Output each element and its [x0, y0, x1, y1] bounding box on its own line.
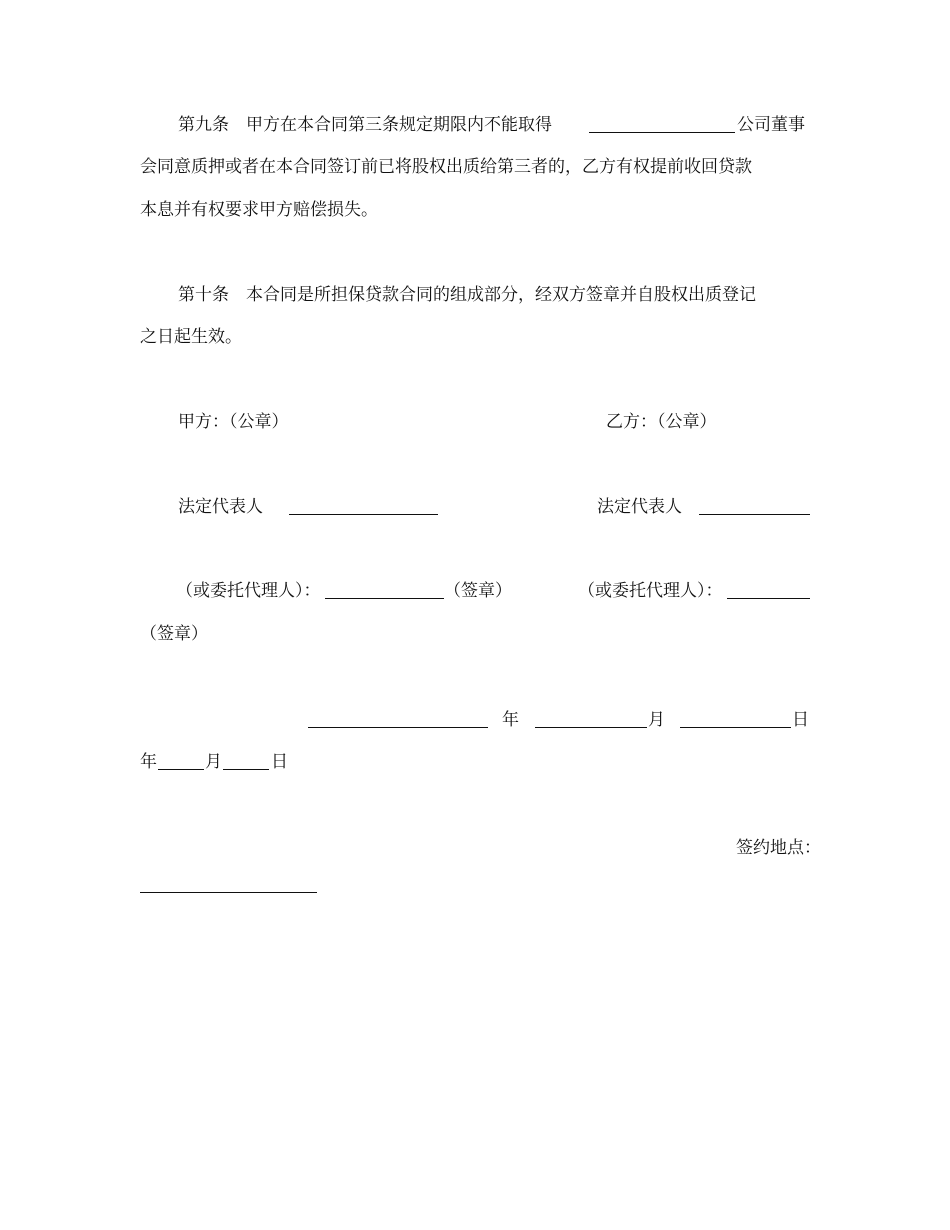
party-a-sign-label: （签章）: [444, 581, 512, 601]
party-a-legal-rep-blank[interactable]: [289, 514, 438, 515]
article9-line3: 本息并有权要求甲方赔偿损失。: [140, 200, 378, 220]
date-b-year-label: 年: [502, 710, 519, 730]
signing-place-label: 签约地点：: [736, 838, 821, 858]
party-b-label: 乙方：（公章）: [606, 412, 717, 432]
date-b-month-blank[interactable]: [535, 727, 647, 728]
article10-line1: 第十条 本合同是所担保贷款合同的组成部分，经双方签章并自股权出质登记: [178, 285, 756, 305]
party-a-agent-blank[interactable]: [325, 598, 444, 599]
article9-line2: 会同意质押或者在本合同签订前已将股权出质给第三者的，乙方有权提前收回贷款: [140, 157, 752, 177]
party-b-agent-blank[interactable]: [727, 598, 810, 599]
date-a-month-label: 月: [205, 752, 222, 772]
article9-line1-tail: 公司董事: [737, 115, 805, 135]
party-b-legal-rep-label: 法定代表人: [597, 497, 682, 517]
party-b-sign-label: （签章）: [140, 624, 208, 644]
date-a-year-label: 年: [140, 752, 157, 772]
date-a-month-blank[interactable]: [158, 769, 204, 770]
party-b-agent-label: （或委托代理人）：: [578, 581, 723, 601]
date-b-day-label: 日: [792, 710, 809, 730]
date-a-day-label: 日: [271, 752, 288, 772]
article9-line1-text: 第九条 甲方在本合同第三条规定期限内不能取得: [178, 115, 552, 135]
article10-line2: 之日起生效。: [140, 327, 242, 347]
party-a-legal-rep-label: 法定代表人: [178, 497, 263, 517]
date-b-year-blank[interactable]: [308, 727, 488, 728]
party-a-agent-label: （或委托代理人）：: [176, 581, 321, 601]
date-b-day-blank[interactable]: [680, 727, 791, 728]
company-name-blank[interactable]: [589, 132, 735, 133]
signing-place-blank[interactable]: [140, 892, 317, 893]
date-a-day-blank[interactable]: [223, 769, 269, 770]
party-b-legal-rep-blank[interactable]: [699, 514, 810, 515]
party-a-label: 甲方：（公章）: [178, 412, 289, 432]
date-b-month-label: 月: [648, 710, 665, 730]
